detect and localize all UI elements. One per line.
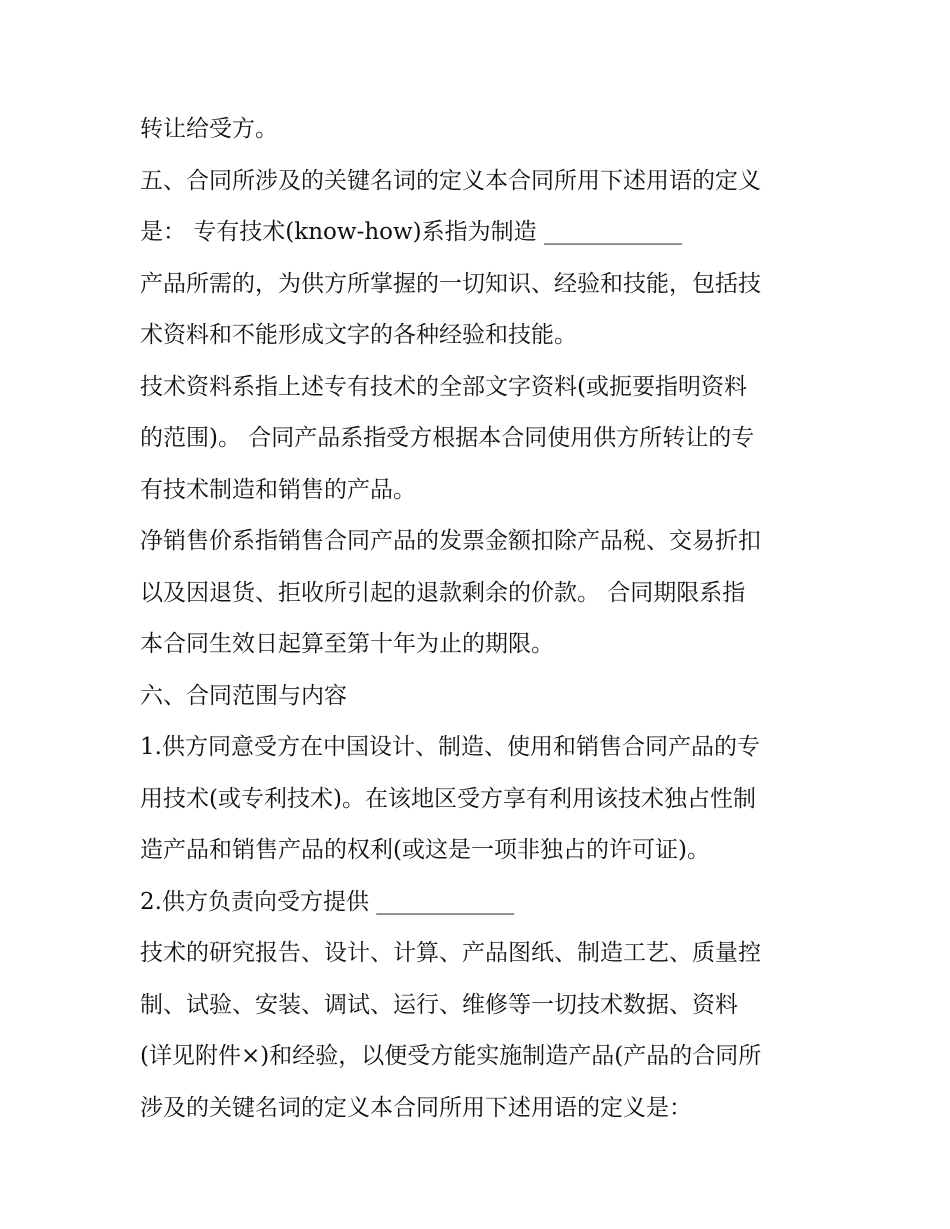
text-line: 制、试验、安装、调试、运行、维修等一切技术数据、资料 <box>140 991 738 1018</box>
text-line: 是： 专有技术(know-how)系指为制造 ____________ <box>140 219 682 245</box>
text-line: 有技术制造和销售的产品。 <box>140 476 416 503</box>
text-line: 用技术(或专利技术)。在该地区受方享有利用该技术独占性制 <box>140 785 756 812</box>
text-line: 产品所需的，为供方所掌握的一切知识、经验和技能，包括技 <box>140 270 761 297</box>
clause-1-line: 1.供方同意受方在中国设计、制造、使用和销售合同产品的专 <box>140 734 760 760</box>
text-line: 以及因退货、拒收所引起的退款剩余的价款。 合同期限系指 <box>140 579 746 606</box>
text-line: 技术资料系指上述专有技术的全部文字资料(或扼要指明资料 <box>140 373 747 400</box>
text-line: 净销售价系指销售合同产品的发票金额扣除产品税、交易折扣 <box>140 528 761 554</box>
clause-2-line: 2.供方负责向受方提供 ____________ <box>140 888 515 915</box>
text-line: 涉及的关键名词的定义本合同所用下述用语的定义是： <box>140 1094 692 1121</box>
text-line: 的范围)。 合同产品系指受方根据本合同使用供方所转让的专 <box>140 425 755 451</box>
text-line: 本合同生效日起算至第十年为止的期限。 <box>140 631 554 657</box>
text-line: 技术的研究报告、设计、计算、产品图纸、制造工艺、质量控 <box>140 940 761 966</box>
contract-text <box>140 104 830 1134</box>
text-line: 转让给受方。 <box>140 116 278 142</box>
text-line: (详见附件×)和经验，以便受方能实施制造产品(产品的合同所 <box>140 1043 762 1069</box>
text-line: 造产品和销售产品的权利(或这是一项非独占的许可证)。 <box>140 837 710 863</box>
section-heading-definitions: 五、合同所涉及的关键名词的定义本合同所用下述用语的定义 <box>140 167 761 194</box>
text-line: 术资料和不能形成文字的各种经验和技能。 <box>140 322 577 348</box>
section-heading-scope: 六、合同范围与内容 <box>140 682 347 709</box>
